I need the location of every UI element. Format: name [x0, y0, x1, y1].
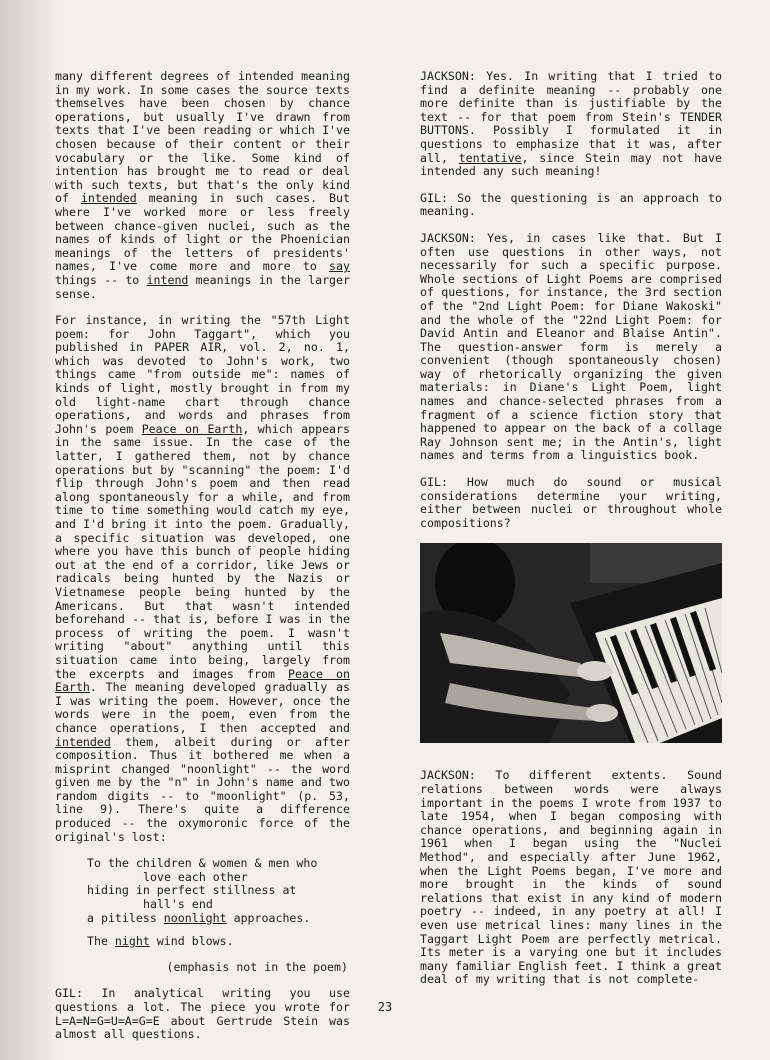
emphasis: intended — [80, 191, 137, 206]
emphasis: Peace on Earth — [55, 666, 351, 695]
emphasis: tentative — [458, 150, 522, 165]
paragraph: GIL: So the questioning is an approach to meaning. — [420, 190, 722, 219]
paragraph: For instance, in writing the "57th Light poem: for John Taggart", which you published in PAPER AIR, vol. 2, no. 1, which was devoted to John's work, two things came "from outside me": names of kinds of light, mostly brought in from my old light-name chart through chance operations, and words and phrases from John's poem Peace on Earth, which appears in the same issue. In the case of the latter, I gathered them, not by chance operations but by "scanning" the poem: I'd flip through John's poem and then read along spontaneously for a while, and from time to time something would catch my eye, and I'd bring it into the poem. Gradually, a specific situation was developed, one where you have this bunch of people hiding out at the end of a corridor, like Jews or radicals being hunted by the Nazis or Vietnamese people being hunted by the Americans. But that wasn't intended beforehand -- that is, before I was in the process of writing the poem. I wasn't writing "about" anything until this situation came into being, largely from the excerpts and images from Peace on Earth. The meaning developed gradually as I was writing the poem. However, once the words were in the poem, even from the chance operations, I then accepted and intended them, albeit during or after composition. Thus it bothered me when a misprint changed "noonlight" -- the word given me by the "n" in John's name and two random digits -- to "moonlight" (p. 53, line 9). There's quite a difference produced -- the oxymoronic force of the original's lost: — [55, 313, 351, 844]
page-binding-shadow — [0, 0, 60, 1060]
poem-line: love each other — [143, 869, 248, 884]
right-column — [420, 70, 722, 1000]
emphasis-note: (emphasis not in the poem) — [166, 959, 348, 974]
paragraph: GIL: How much do sound or musical considerations determine your writing, either between nuclei or throughout whole compositions? — [420, 475, 722, 530]
poem-line: The night wind blows. — [87, 934, 234, 949]
poem-line: To the children & women & men who — [87, 856, 318, 871]
emphasis: intend — [146, 272, 189, 287]
paragraph: JACKSON: Yes, in cases like that. But I often use questions in other ways, not necessarily for such a specific purpose. Whole sections of Light Poems are comprised of questions, for instance, the 3rd section of the "2nd Light Poem: for Diane Wakoski" and the whole of the "22nd Light Poem: for David Antin and Eleanor and Blaise Antin". The question-answer form is merely a convenient (though spontaneously chosen) way of rhetorically organizing the given materials: in Diane's Light Poem, light names and chance-selected phrases from a fragment of a science fiction story that happened to appear on the back of a collage Ray Johnson sent me; in the Antin's, light names and terms from a linguistics book. — [420, 230, 722, 463]
paragraph: many different degrees of intended meaning in my work. In some cases the source texts themselves have been chosen by chance operations, but usually I've drawn from texts that I've been reading or which I've chosen because of their content or their vocabulary or the like. Some kind of intention has brought me to read or deal with such texts, but that's the only kind of intended meaning in such cases. But where I've worked more or less freely between chance-given nuclei, such as the names of kinds of light or the Phoenician meanings of the letters of presidents' names, I've come more and more to say things -- to intend meanings in the larger sense. — [55, 69, 350, 301]
poem-line: hall's end — [143, 897, 213, 912]
paragraph: JACKSON: Yes. In writing that I tried to find a definite meaning -- probably one more definite than is justifiable by the text -- for that poem from Stein's TENDER BUTTONS. Possibly I formulated it in questions to emphasize that it was, after all, tentative, since Stein may not have intended any such meaning! — [420, 69, 722, 179]
emphasis: intended — [55, 734, 111, 749]
page-number: 23 — [377, 1000, 393, 1014]
poem-line: a pitiless noonlight approaches. — [87, 910, 311, 925]
poem-excerpt — [87, 857, 350, 949]
emphasis: say — [329, 259, 350, 274]
pianist-photo-illustration — [420, 543, 722, 743]
photo-pianist — [420, 543, 722, 743]
paragraph: GIL: In analytical writing you use questions a lot. The piece you wrote for L=A=N=G=U=A=G=E about Gertrude Stein was almost all questions. — [55, 986, 350, 1042]
poem-line: hiding in perfect stillness at — [87, 883, 297, 898]
emphasis: Peace on Earth — [141, 421, 243, 436]
paragraph: JACKSON: To different extents. Sound relations between words were always important in the poems I wrote from 1937 to late 1954, when I began composing with chance operations, and beginning again in 1961 when I began using the "Nuclei Method", and especially after June 1962, when the Light Poems began, I've more and more brought in the kinds of sound relations that exist in any kind of modern poetry -- indeed, in any poetry at all! I even use metrical lines: many lines in the Taggart Light Poem are perfectly metrical. Its meter is a varying one but it includes many familiar English feet. I think a great deal of my writing that is not complete- — [420, 768, 722, 987]
left-column — [55, 70, 350, 1055]
